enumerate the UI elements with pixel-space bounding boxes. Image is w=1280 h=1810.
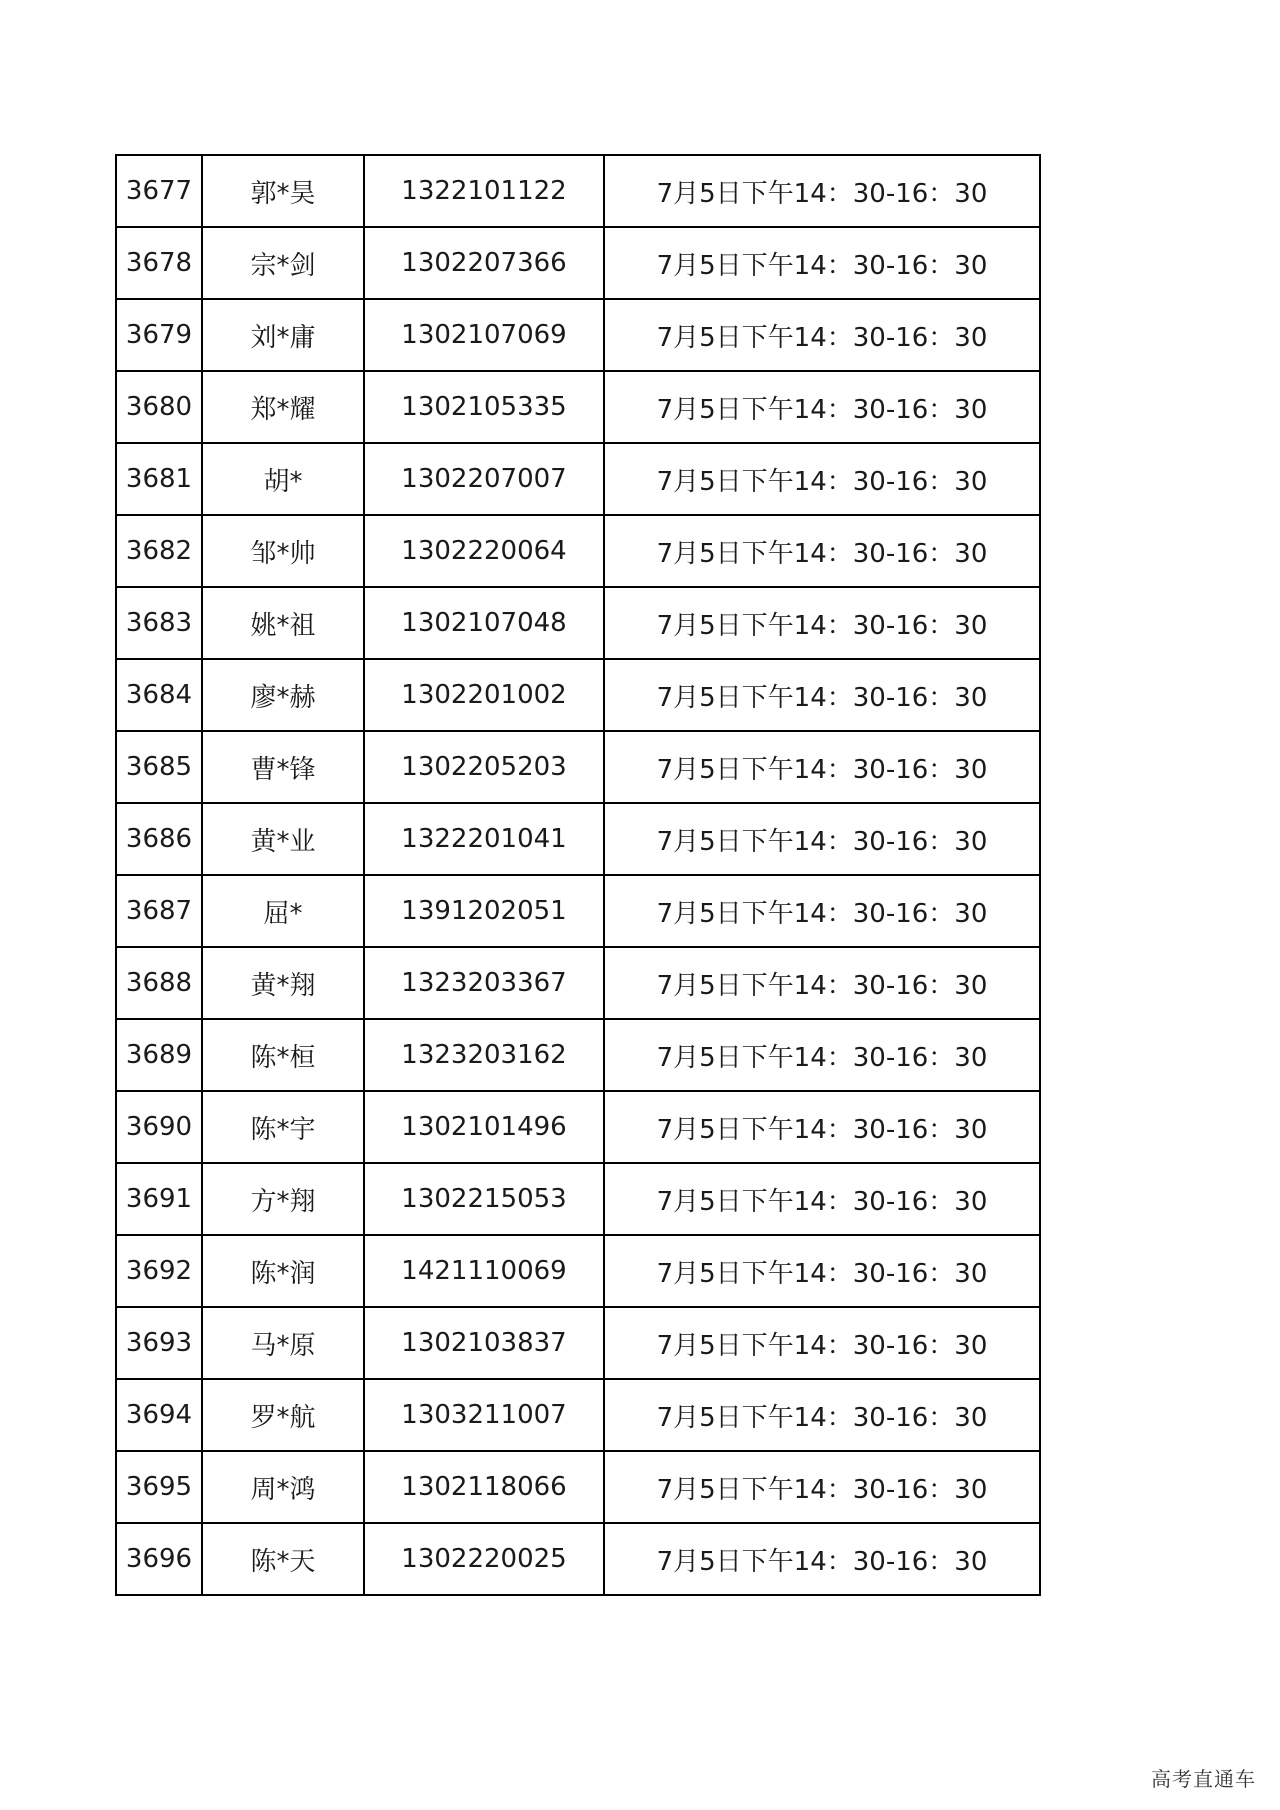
name-cell: 方*翔 (202, 1163, 364, 1235)
table-row (116, 659, 1040, 731)
table-row (116, 515, 1040, 587)
row-number-cell: 3679 (116, 299, 202, 371)
name-cell: 周*鸿 (202, 1451, 364, 1523)
time-slot-cell: 7月5日下午14：30-16：30 (604, 875, 1040, 947)
table-row (116, 227, 1040, 299)
table-row (116, 587, 1040, 659)
table-row (116, 1019, 1040, 1091)
name-cell: 曹*锋 (202, 731, 364, 803)
row-number-cell: 3690 (116, 1091, 202, 1163)
id-number-cell: 1302107069 (364, 299, 604, 371)
row-number-cell: 3683 (116, 587, 202, 659)
table-row (116, 947, 1040, 1019)
id-number-cell: 1302207007 (364, 443, 604, 515)
time-slot-cell: 7月5日下午14：30-16：30 (604, 1091, 1040, 1163)
row-number-cell: 3692 (116, 1235, 202, 1307)
id-number-cell: 1421110069 (364, 1235, 604, 1307)
row-number-cell: 3688 (116, 947, 202, 1019)
roster-table (115, 154, 1041, 1596)
time-slot-cell: 7月5日下午14：30-16：30 (604, 1019, 1040, 1091)
row-number-cell: 3684 (116, 659, 202, 731)
time-slot-cell: 7月5日下午14：30-16：30 (604, 1451, 1040, 1523)
name-cell: 胡* (202, 443, 364, 515)
name-cell: 黄*翔 (202, 947, 364, 1019)
id-number-cell: 1302101496 (364, 1091, 604, 1163)
time-slot-cell: 7月5日下午14：30-16：30 (604, 659, 1040, 731)
name-cell: 姚*祖 (202, 587, 364, 659)
name-cell: 邹*帅 (202, 515, 364, 587)
table-row (116, 1379, 1040, 1451)
row-number-cell: 3691 (116, 1163, 202, 1235)
time-slot-cell: 7月5日下午14：30-16：30 (604, 227, 1040, 299)
name-cell: 陈*桓 (202, 1019, 364, 1091)
row-number-cell: 3686 (116, 803, 202, 875)
time-slot-cell: 7月5日下午14：30-16：30 (604, 443, 1040, 515)
row-number-cell: 3678 (116, 227, 202, 299)
time-slot-cell: 7月5日下午14：30-16：30 (604, 299, 1040, 371)
row-number-cell: 3693 (116, 1307, 202, 1379)
row-number-cell: 3680 (116, 371, 202, 443)
row-number-cell: 3695 (116, 1451, 202, 1523)
id-number-cell: 1302220064 (364, 515, 604, 587)
table-row (116, 443, 1040, 515)
row-number-cell: 3682 (116, 515, 202, 587)
name-cell: 屈* (202, 875, 364, 947)
time-slot-cell: 7月5日下午14：30-16：30 (604, 947, 1040, 1019)
table-row (116, 1307, 1040, 1379)
time-slot-cell: 7月5日下午14：30-16：30 (604, 371, 1040, 443)
name-cell: 宗*剑 (202, 227, 364, 299)
name-cell: 廖*赫 (202, 659, 364, 731)
id-number-cell: 1323203367 (364, 947, 604, 1019)
time-slot-cell: 7月5日下午14：30-16：30 (604, 731, 1040, 803)
table-row (116, 1091, 1040, 1163)
id-number-cell: 1323203162 (364, 1019, 604, 1091)
table-row (116, 299, 1040, 371)
table-row (116, 1163, 1040, 1235)
name-cell: 郑*耀 (202, 371, 364, 443)
time-slot-cell: 7月5日下午14：30-16：30 (604, 1523, 1040, 1595)
row-number-cell: 3677 (116, 155, 202, 227)
id-number-cell: 1302201002 (364, 659, 604, 731)
table-row (116, 1451, 1040, 1523)
time-slot-cell: 7月5日下午14：30-16：30 (604, 1379, 1040, 1451)
row-number-cell: 3689 (116, 1019, 202, 1091)
name-cell: 陈*宇 (202, 1091, 364, 1163)
id-number-cell: 1302118066 (364, 1451, 604, 1523)
time-slot-cell: 7月5日下午14：30-16：30 (604, 515, 1040, 587)
table-row (116, 1523, 1040, 1595)
id-number-cell: 1302205203 (364, 731, 604, 803)
table-row (116, 155, 1040, 227)
name-cell: 陈*天 (202, 1523, 364, 1595)
table-row (116, 731, 1040, 803)
id-number-cell: 1322101122 (364, 155, 604, 227)
row-number-cell: 3696 (116, 1523, 202, 1595)
id-number-cell: 1322201041 (364, 803, 604, 875)
time-slot-cell: 7月5日下午14：30-16：30 (604, 803, 1040, 875)
table-row (116, 1235, 1040, 1307)
id-number-cell: 1302105335 (364, 371, 604, 443)
row-number-cell: 3681 (116, 443, 202, 515)
roster-table-body (116, 155, 1040, 1595)
name-cell: 郭*昊 (202, 155, 364, 227)
watermark-text: 高考直通车 (1151, 1767, 1256, 1791)
table-row (116, 803, 1040, 875)
id-number-cell: 1302207366 (364, 227, 604, 299)
id-number-cell: 1391202051 (364, 875, 604, 947)
name-cell: 马*原 (202, 1307, 364, 1379)
table-row (116, 371, 1040, 443)
id-number-cell: 1302220025 (364, 1523, 604, 1595)
time-slot-cell: 7月5日下午14：30-16：30 (604, 1235, 1040, 1307)
name-cell: 陈*润 (202, 1235, 364, 1307)
id-number-cell: 1302107048 (364, 587, 604, 659)
row-number-cell: 3687 (116, 875, 202, 947)
time-slot-cell: 7月5日下午14：30-16：30 (604, 1163, 1040, 1235)
time-slot-cell: 7月5日下午14：30-16：30 (604, 587, 1040, 659)
time-slot-cell: 7月5日下午14：30-16：30 (604, 155, 1040, 227)
id-number-cell: 1302215053 (364, 1163, 604, 1235)
name-cell: 刘*庸 (202, 299, 364, 371)
id-number-cell: 1302103837 (364, 1307, 604, 1379)
row-number-cell: 3685 (116, 731, 202, 803)
id-number-cell: 1303211007 (364, 1379, 604, 1451)
table-row (116, 875, 1040, 947)
time-slot-cell: 7月5日下午14：30-16：30 (604, 1307, 1040, 1379)
name-cell: 黄*业 (202, 803, 364, 875)
name-cell: 罗*航 (202, 1379, 364, 1451)
row-number-cell: 3694 (116, 1379, 202, 1451)
